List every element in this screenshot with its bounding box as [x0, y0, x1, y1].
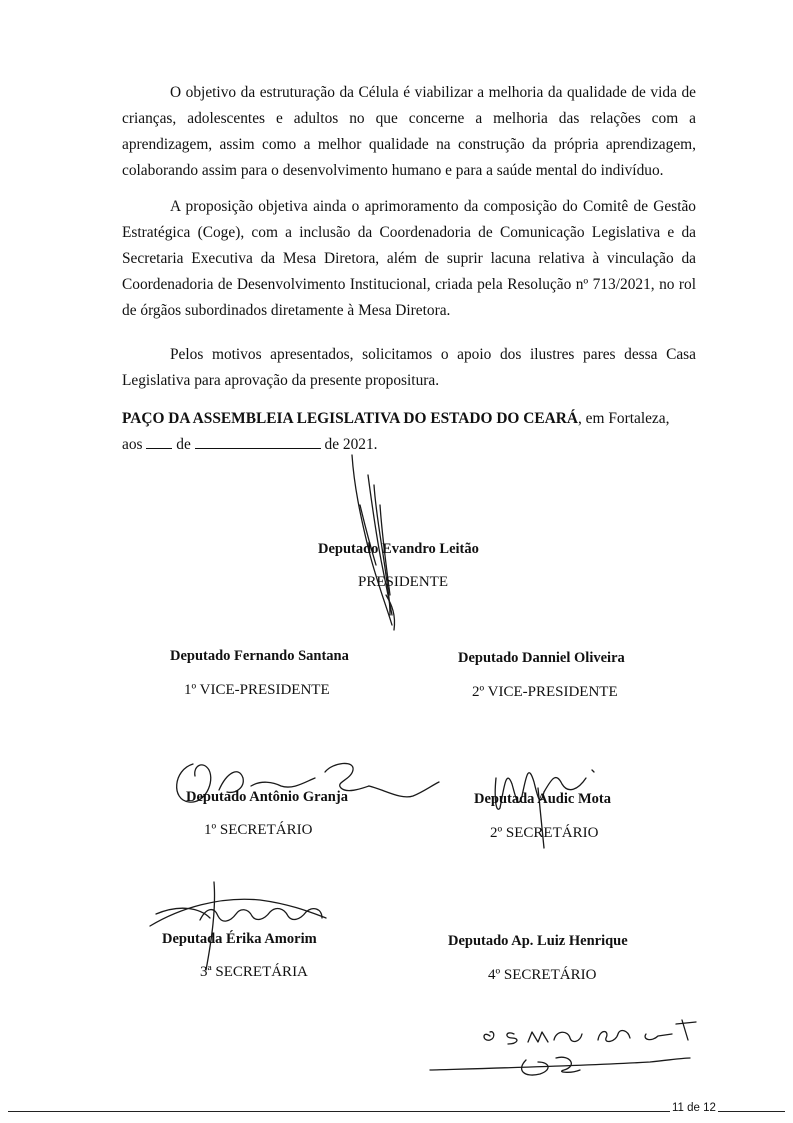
vice1-role: 1º VICE-PRESIDENTE: [184, 682, 330, 698]
closing-date: [122, 432, 696, 458]
sec2-name: Deputada Audic Mota: [474, 791, 611, 807]
closing-place-rest: , em Fortaleza,: [577, 410, 670, 427]
sec4-name: Deputado Ap. Luiz Henrique: [448, 933, 628, 949]
closing-place: [122, 406, 696, 432]
vice1-name: Deputado Fernando Santana: [170, 648, 349, 664]
sec2-role: 2º SECRETÁRIO: [490, 825, 599, 841]
vice2-role: 2º VICE-PRESIDENTE: [472, 684, 618, 700]
date-de-label: de: [176, 436, 191, 453]
sec3-name: Deputada Érika Amorim: [162, 931, 317, 947]
paragraph-objective: O objetivo da estruturação da Célula é viabilizar a melhoria da qualidade de vida de crianças, adolescentes e adultos no que concerne a melhoria das relações com a aprendizagem, assim como a melhor qualidade na construção da própria aprendizagem, colaborando assim para o desenvolvimento humano e para a saúde mental do indivíduo.: [122, 84, 696, 179]
date-month-blank: [195, 434, 321, 449]
sec1-role: 1º SECRETÁRIO: [204, 822, 313, 838]
sec3-signature: [140, 878, 340, 978]
sec4-role: 4º SECRETÁRIO: [488, 967, 597, 983]
date-aos-label: aos: [122, 436, 143, 453]
vice2-name: Deputado Danniel Oliveira: [458, 650, 625, 666]
page-number: 11 de 12: [672, 1102, 716, 1114]
president-role: PRESIDENTE: [358, 574, 448, 590]
sec3-role: 3ª SECRETÁRIA: [200, 964, 308, 980]
handwritten-note-signature: [420, 1008, 710, 1088]
president-name: Deputado Evandro Leitão: [318, 541, 479, 557]
footer-rule: [8, 1111, 785, 1112]
date-year-label: de 2021.: [324, 436, 378, 453]
sec1-signature: [165, 752, 445, 822]
date-day-blank: [146, 434, 172, 449]
paragraph-proposal: A proposição objetiva ainda o aprimoramento da composição do Comitê de Gestão Estratégica (Coge), com a inclusão da Coordenadoria de Comunicação Legislativa e da Secretaria Executiva da Mesa Diretora, além de suprir lacuna relativa à vinculação da Coordenadoria de Desenvolvimento Institucional, criada pela Resolução nº 713/2021, no rol de órgãos subordinados diretamente à Mesa Diretora.: [122, 198, 696, 319]
closing-place-bold: PAÇO DA ASSEMBLEIA LEGISLATIVA DO ESTADO DO CEARÁ: [122, 410, 578, 427]
paragraph-request: Pelos motivos apresentados, solicitamos o apoio dos ilustres pares dessa Casa Legislativa para aprovação da presente propositura.: [122, 346, 696, 389]
president-signature: [330, 445, 420, 635]
sec1-name: Deputado Antônio Granja: [186, 789, 348, 805]
